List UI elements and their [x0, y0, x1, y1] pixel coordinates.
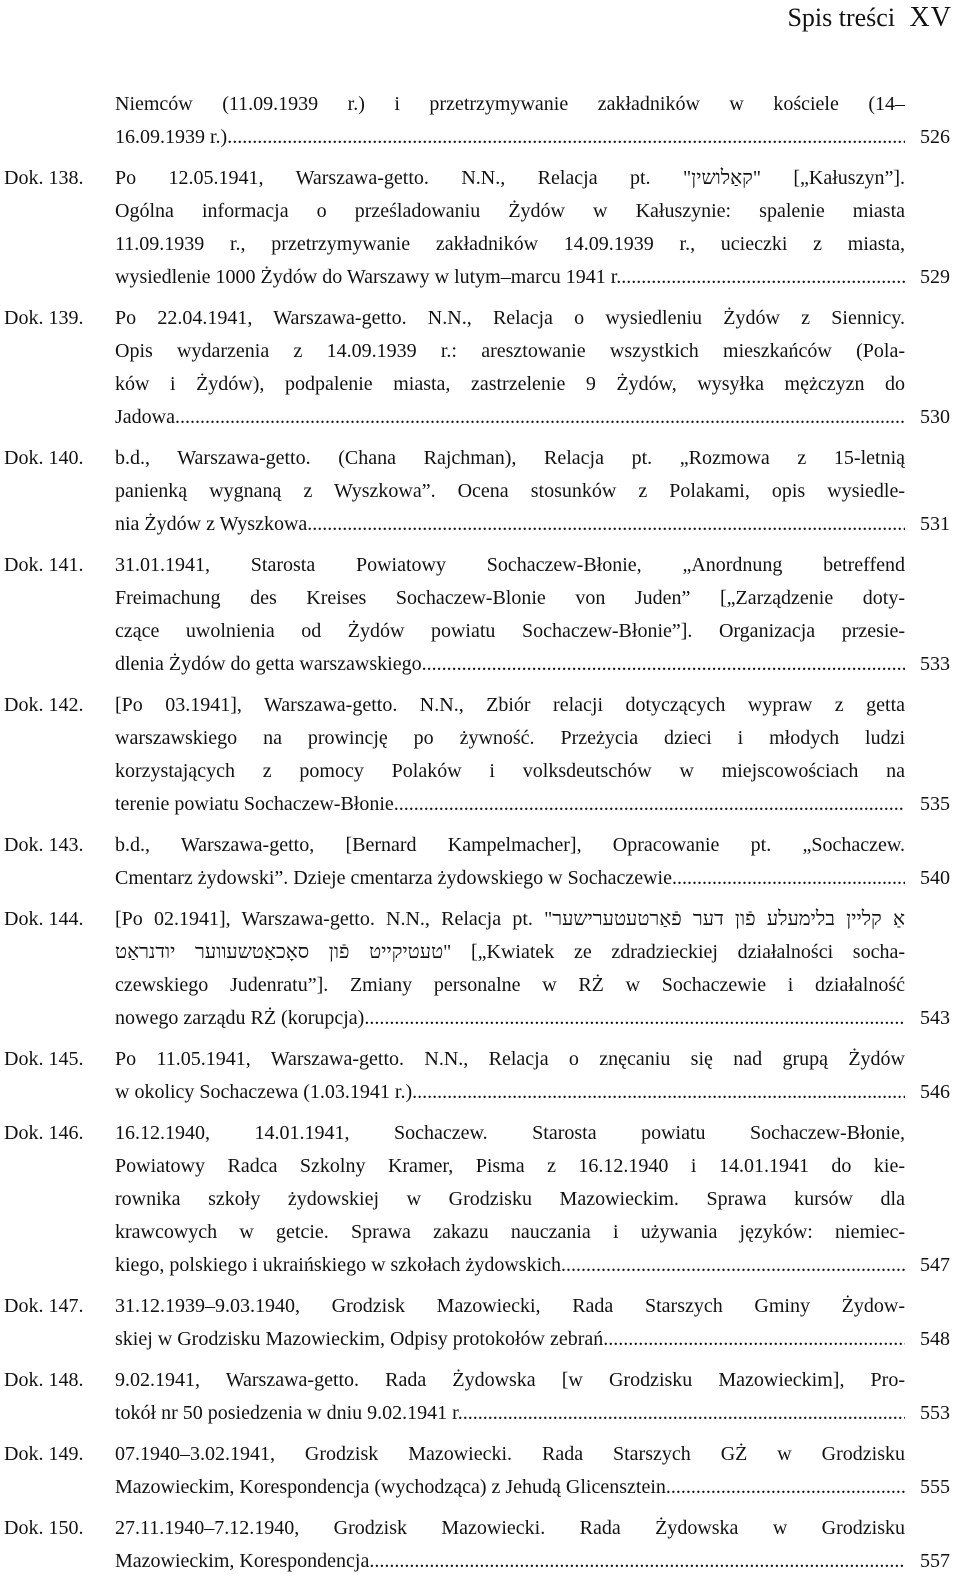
entry-line-final-text: dlenia Żydów do getta warszawskiego	[115, 653, 422, 675]
dot-leader	[603, 1323, 905, 1356]
entry-last-line	[115, 788, 905, 821]
entry-line-final-text: 16.09.1939 r.)	[115, 126, 228, 148]
entry-last-line	[115, 1076, 905, 1109]
entry-line-final-text: wysiedlenie 1000 Żydów do Warszawy w lutym–marcu 1941 r.	[115, 266, 622, 288]
entry-line-final-text: nia Żydów z Wyszkowa	[115, 513, 308, 535]
page-number: 530	[920, 406, 950, 428]
toc-entry	[0, 302, 960, 434]
entry-description	[115, 549, 905, 681]
entry-line-final-text: w okolicy Sochaczewa (1.03.1941 r.)	[115, 1081, 413, 1103]
entry-description	[115, 442, 905, 541]
entry-description	[115, 1043, 905, 1109]
entry-line-final-text: skiej w Grodzisku Mazowieckim, Odpisy protokołów zebrań	[115, 1328, 604, 1350]
page-number: 535	[920, 793, 950, 815]
header-title: Spis treści	[787, 3, 896, 32]
entry-last-line	[115, 648, 905, 681]
entry-description	[115, 1290, 905, 1356]
entry-line-final-text: Mazowieckim, Korespondencja	[115, 1550, 370, 1572]
dot-leader	[364, 1002, 905, 1035]
dot-leader	[394, 788, 905, 821]
document-number: Dok. 149.	[4, 1443, 84, 1465]
dot-leader	[463, 1397, 905, 1430]
toc-entry	[0, 162, 960, 294]
page-number: 547	[920, 1254, 950, 1276]
dot-leader	[561, 1249, 905, 1282]
toc-entry	[0, 1512, 960, 1578]
entry-description	[115, 1438, 905, 1504]
toc-entry	[0, 88, 960, 154]
dot-leader	[227, 121, 905, 154]
entry-description	[115, 302, 905, 434]
dot-leader	[621, 261, 905, 294]
entry-line: rownika szkoły żydowskiej w Grodzisku Mazowieckim. Sprawa kursów dla	[115, 1188, 905, 1210]
dot-leader	[666, 1471, 905, 1504]
entry-line: 9.02.1941, Warszawa-getto. Rada Żydowska [w Grodzisku Mazowieckim], Pro-	[115, 1369, 905, 1391]
page-folio: XV	[909, 2, 952, 33]
toc-entry	[0, 903, 960, 1035]
entry-line-final-text: terenie powiatu Sochaczew-Błonie	[115, 793, 394, 815]
document-number: Dok. 140.	[4, 447, 84, 469]
entry-line-final-text: nowego zarządu RŻ (korupcja)	[115, 1007, 365, 1029]
page-number: 533	[920, 653, 950, 675]
document-number: Dok. 143.	[4, 834, 84, 856]
table-of-contents	[0, 88, 960, 1586]
dot-leader	[412, 1076, 905, 1109]
document-number: Dok. 145.	[4, 1048, 84, 1070]
entry-description	[115, 1117, 905, 1282]
running-header	[787, 4, 952, 32]
entry-line: b.d., Warszawa-getto, [Bernard Kampelmacher], Opracowanie pt. „Sochaczew.	[115, 834, 905, 856]
document-number: Dok. 150.	[4, 1517, 84, 1539]
entry-description	[115, 1364, 905, 1430]
toc-entry	[0, 549, 960, 681]
entry-line: krawcowych w getcie. Sprawa zakazu nauczania i używania języków: niemiec-	[115, 1221, 905, 1243]
entry-line-final-text: tokół nr 50 posiedzenia w dniu 9.02.1941 r.	[115, 1402, 463, 1424]
entry-last-line	[115, 1397, 905, 1430]
entry-line: Po 22.04.1941, Warszawa-getto. N.N., Relacja o wysiedleniu Żydów z Siennicy.	[115, 307, 905, 329]
entry-last-line	[115, 1323, 905, 1356]
entry-line: warszawskiego na prowincję po żywność. Przeżycia dzieci i młodych ludzi	[115, 727, 905, 749]
entry-line: Freimachung des Kreises Sochaczew-Blonie von Juden” [„Zarządzenie doty-	[115, 587, 905, 609]
entry-last-line	[115, 1002, 905, 1035]
entry-last-line	[115, 401, 905, 434]
entry-line: 31.12.1939–9.03.1940, Grodzisk Mazowiecki, Rada Starszych Gminy Żydow-	[115, 1295, 905, 1317]
entry-line: [Po 03.1941], Warszawa-getto. N.N., Zbiór relacji dotyczących wypraw z getta	[115, 694, 905, 716]
page-number: 548	[920, 1328, 950, 1350]
page-number: 526	[920, 126, 950, 148]
entry-description	[115, 88, 905, 154]
entry-line: 07.1940–3.02.1941, Grodzisk Mazowiecki. Rada Starszych GŻ w Grodzisku	[115, 1443, 905, 1465]
dot-leader	[369, 1545, 905, 1578]
entry-line-final-text: Jadowa	[115, 406, 175, 428]
entry-line: Niemców (11.09.1939 r.) i przetrzymywanie zakładników w kościele (14–	[115, 93, 905, 115]
page-number: 529	[920, 266, 950, 288]
toc-entry	[0, 689, 960, 821]
toc-entry	[0, 1364, 960, 1430]
document-number: Dok. 146.	[4, 1122, 84, 1144]
entry-line-final-text: Cmentarz żydowski”. Dzieje cmentarza żydowskiego w Sochaczewie	[115, 867, 672, 889]
entry-line: 11.09.1939 r., przetrzymywanie zakładników 14.09.1939 r., ucieczki z miasta,	[115, 233, 905, 255]
entry-last-line	[115, 862, 905, 895]
entry-last-line	[115, 508, 905, 541]
entry-line: Powiatowy Radca Szkolny Kramer, Pisma z 16.12.1940 i 14.01.1941 do kie-	[115, 1155, 905, 1177]
entry-description	[115, 829, 905, 895]
entry-line: b.d., Warszawa-getto. (Chana Rajchman), Relacja pt. „Rozmowa z 15-letnią	[115, 447, 905, 469]
entry-line: Po 11.05.1941, Warszawa-getto. N.N., Relacja o znęcaniu się nad grupą Żydów	[115, 1048, 905, 1070]
document-number: Dok. 142.	[4, 694, 84, 716]
entry-line-final-text: Mazowieckim, Korespondencja (wychodząca) z Jehudą Glicensztein	[115, 1476, 666, 1498]
document-number: Dok. 147.	[4, 1295, 84, 1317]
entry-line: Po 12.05.1941, Warszawa-getto. N.N., Relacja pt. "קאַלושין" [„Kałuszyn”].	[115, 167, 905, 189]
entry-line: Ogólna informacja o prześladowaniu Żydów w Kałuszynie: spalenie miasta	[115, 200, 905, 222]
entry-line: טעטיקייט פֿון סאָכאַטשעווער יודנראַט" [„Kwiatek ze zdradzieckiej działalności socha-	[115, 941, 905, 963]
dot-leader	[422, 648, 905, 681]
entry-line: 16.12.1940, 14.01.1941, Sochaczew. Starosta powiatu Sochaczew-Błonie,	[115, 1122, 905, 1144]
entry-line: ków i Żydów), podpalenie miasta, zastrzelenie 9 Żydów, wysyłka mężczyzn do	[115, 373, 905, 395]
entry-last-line	[115, 1545, 905, 1578]
toc-entry	[0, 1438, 960, 1504]
toc-entry	[0, 442, 960, 541]
entry-line: 31.01.1941, Starosta Powiatowy Sochaczew-Błonie, „Anordnung betreffend	[115, 554, 905, 576]
dot-leader	[175, 401, 905, 434]
entry-line: 27.11.1940–7.12.1940, Grodzisk Mazowiecki. Rada Żydowska w Grodzisku	[115, 1517, 905, 1539]
entry-description	[115, 689, 905, 821]
entry-description	[115, 1512, 905, 1578]
entry-line: czewskiego Judenratu”]. Zmiany personalne w RŻ w Sochaczewie i działalność	[115, 974, 905, 996]
page-number: 557	[920, 1550, 950, 1572]
document-number: Dok. 141.	[4, 554, 84, 576]
dot-leader	[307, 508, 905, 541]
page-number: 543	[920, 1007, 950, 1029]
entry-line: Opis wydarzenia z 14.09.1939 r.: aresztowanie wszystkich mieszkańców (Pola-	[115, 340, 905, 362]
entry-description	[115, 903, 905, 1035]
entry-last-line	[115, 1249, 905, 1282]
entry-description	[115, 162, 905, 294]
page-number: 540	[920, 867, 950, 889]
page-number: 555	[920, 1476, 950, 1498]
document-number: Dok. 144.	[4, 908, 84, 930]
entry-last-line	[115, 1471, 905, 1504]
entry-last-line	[115, 261, 905, 294]
page-number: 553	[920, 1402, 950, 1424]
document-number: Dok. 148.	[4, 1369, 84, 1391]
entry-line: panienką wygnaną z Wyszkowa”. Ocena stosunków z Polakami, opis wysiedle-	[115, 480, 905, 502]
page-number: 531	[920, 513, 950, 535]
page-number: 546	[920, 1081, 950, 1103]
entry-last-line	[115, 121, 905, 154]
toc-entry	[0, 1043, 960, 1109]
document-number: Dok. 139.	[4, 307, 84, 329]
toc-entry	[0, 1117, 960, 1282]
entry-line: [Po 02.1941], Warszawa-getto. N.N., Relacja pt. "אַ קליין בלימעלע פֿון דער פֿאַרטעטערישער	[115, 908, 905, 930]
document-number: Dok. 138.	[4, 167, 84, 189]
dot-leader	[672, 862, 905, 895]
toc-entry	[0, 1290, 960, 1356]
entry-line: korzystających z pomocy Polaków i volksdeutschów w miejscowościach na	[115, 760, 905, 782]
entry-line-final-text: kiego, polskiego i ukraińskiego w szkołach żydowskich	[115, 1254, 562, 1276]
toc-entry	[0, 829, 960, 895]
entry-line: czące uwolnienia od Żydów powiatu Sochaczew-Błonie”]. Organizacja przesie-	[115, 620, 905, 642]
